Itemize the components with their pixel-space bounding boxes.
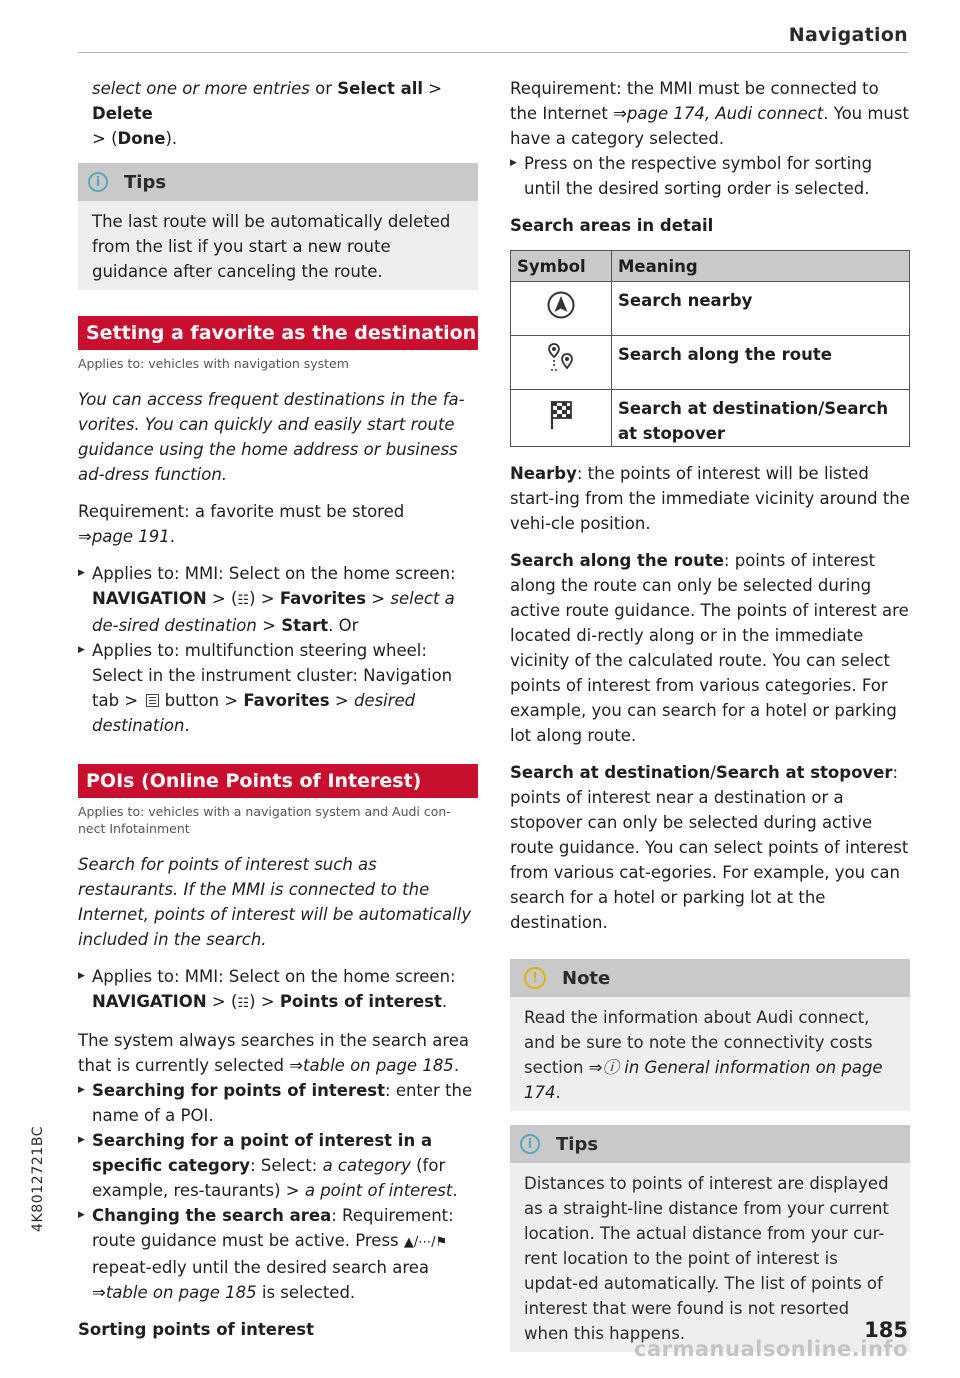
sorting-requirement: Requirement: the MMI must be connected to the Internet ⇒page 174, Audi connect. You must have a category selected. (510, 79, 909, 148)
page-header-title: Navigation (788, 24, 908, 46)
search-along-route-icon (545, 342, 577, 376)
poi-list-item-3: ▶ Changing the search area: Requirement: route guidance must be active. Press ▲/⋯/⚑ repeat-edly until the desired search area ⇒table on page 185 is selected. (78, 1203, 478, 1305)
table-cell-meaning: Search nearby (612, 282, 910, 336)
favorite-requirement: Requirement: a favorite must be stored ⇒page 191. (78, 502, 405, 546)
note-body: Read the information about Audi connect, and be sure to note the connectivity costs section ⇒ⓘ in General information on page 174. (524, 1008, 883, 1102)
header-rule (78, 52, 908, 53)
note-box (510, 959, 910, 1111)
poi-step-1: ▶ Applies to: MMI: Select on the home screen: NAVIGATION > (☷) > Points of interest. (78, 964, 478, 1016)
favorite-lead: You can access frequent destinations in the fa-vorites. You can quickly and easily start route guidance using the home address or business ad-dress function. (78, 390, 465, 484)
table-cell-symbol (511, 282, 612, 336)
menu-grid-icon: ☷ (237, 996, 250, 1011)
favorite-step-2: ▶ Applies to: multifunction steering wheel: Select in the instrument cluster: Navigation tab > button > Favorites > desired destination. (78, 638, 478, 738)
search-area-symbols-icon: ▲/⋯/⚑ (403, 1235, 448, 1250)
applies-to-poi: Applies to: vehicles with a navigation system and Audi con-nect Infotainment (78, 804, 451, 836)
poi-list-item-1: ▶ Searching for points of interest: enter the name of a POI. (78, 1078, 478, 1128)
poi-lead: Search for points of interest such as restaurants. If the MMI is connected to the Internet, points of interest will be automatically included in the search. (78, 855, 472, 949)
warning-icon: ! (524, 967, 546, 989)
menu-grid-icon: ☷ (237, 593, 250, 608)
tips-box-1 (78, 163, 478, 290)
applies-to-favorite: Applies to: vehicles with navigation system (78, 356, 349, 371)
list-icon (146, 694, 159, 707)
tips-box-header (510, 1125, 910, 1163)
sorting-step: ▶ Press on the respective symbol for sorting until the desired sorting order is selected. (510, 151, 910, 201)
table-row (511, 390, 910, 447)
section-heading-poi: POIs (Online Points of Interest) (78, 764, 478, 798)
search-at-destination-icon (548, 399, 574, 431)
sorting-heading: Sorting points of interest (78, 1320, 314, 1339)
table-cell-meaning: Search along the route (612, 336, 910, 390)
info-icon: i (520, 1134, 540, 1154)
table-cell-symbol (511, 336, 612, 390)
table-cell-symbol (511, 390, 612, 447)
watermark: carmanualsonline.info (634, 1337, 908, 1361)
page-link[interactable]: ⇒page 174, Audi connect (613, 104, 824, 123)
note-title: Note (562, 967, 611, 989)
left-column (78, 76, 478, 1354)
note-box-header (510, 959, 910, 997)
table-row (511, 282, 910, 336)
search-areas-table (510, 250, 910, 447)
tips-body: Distances to points of interest are displayed as a straight-line distance from your current location. The actual distance from your cur-rent location to the point of interest is updat-ed automatically. The list of points of interest that were found is not resorted when this happens. (524, 1174, 889, 1343)
page-link[interactable]: ⇒ⓘ in General information on page 174 (524, 1058, 883, 1102)
page-number: 185 (864, 1318, 908, 1342)
poi-list-item-2: ▶ Searching for a point of interest in a specific category: Select: a category (for example, res-taurants) > a point of interest. (78, 1128, 478, 1203)
tips-body: The last route will be automatically deleted from the list if you start a new route guidance after canceling the route. (92, 212, 451, 281)
table-row (511, 336, 910, 390)
poi-search-area-paragraph: The system always searches in the search area that is currently selected ⇒table on page 185. (78, 1031, 469, 1075)
table-link[interactable]: ⇒table on page 185 (289, 1056, 454, 1075)
document-code: 4K8012721BC (30, 1125, 46, 1232)
destination-paragraph: Search at destination/Search at stopover: points of interest near a destination or a stopover can only be selected during active route guidance. You can select points of interest from various cat-egories. For example, you can search for a hotel or parking lot at the destination. (510, 763, 909, 932)
intro-paragraph: select one or more entries or Select all > Delete > (Done). (92, 79, 443, 148)
table-link[interactable]: ⇒table on page 185 (92, 1283, 257, 1302)
nearby-paragraph: Nearby: the points of interest will be listed start-ing from the immediate vicinity around the vehi-cle position. (510, 464, 910, 533)
search-areas-heading: Search areas in detail (510, 216, 714, 235)
along-route-paragraph: Search along the route: points of interest along the route can only be selected during active route guidance. The points of interest are located di-rectly along or in the immediate vicinity of the calculated route. You can select points of interest from various categories. For example, you can search for a hotel or parking lot along route. (510, 551, 909, 745)
right-column (510, 76, 910, 1378)
table-cell-meaning: Search at destination/Search at stopover (612, 390, 910, 447)
tips-title: Tips (556, 1133, 599, 1155)
favorite-step-1: ▶ Applies to: MMI: Select on the home screen: NAVIGATION > (☷) > Favorites > select a de-sired destination > Start. Or (78, 561, 478, 638)
table-header-row (511, 251, 910, 282)
section-heading-favorite: Setting a favorite as the destination (78, 316, 478, 350)
info-icon: i (88, 172, 108, 192)
table-header-meaning: Meaning (612, 251, 910, 282)
tips-title: Tips (124, 171, 167, 193)
tips-box-2 (510, 1125, 910, 1352)
tips-box-header (78, 163, 478, 201)
table-header-symbol: Symbol (511, 251, 612, 282)
page-link[interactable]: ⇒page 191 (78, 527, 170, 546)
search-nearby-icon (546, 290, 576, 320)
